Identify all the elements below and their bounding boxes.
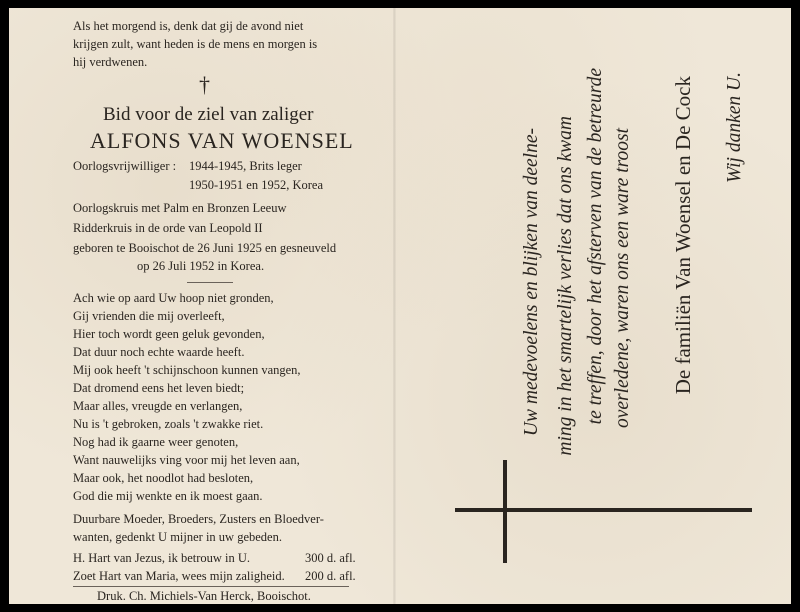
poem-line: Hier toch wordt geen geluk gevonden, (73, 327, 265, 341)
birth-line: geboren te Booischot de 26 Juni 1925 en gesneuveld (73, 241, 337, 255)
poem-line: Want nauwelijks ving voor mij het leven aan, (73, 453, 300, 467)
left-panel (9, 8, 393, 604)
memorial-card (9, 8, 791, 604)
poem-line: Mij ook heeft 't schijnschoon kunnen vangen, (73, 363, 301, 377)
thanks-line-3: te treffen, door het afsterven van de betreurde (585, 68, 606, 425)
printer-credit: Druk. Ch. Michiels-Van Herck, Booischot. (97, 589, 311, 603)
intro-line-1: Als het morgend is, denk dat gij de avond niet (73, 19, 304, 33)
deceased-name: ALFONS VAN WOENSEL (90, 128, 354, 153)
poem-line: Nog had ik gaarne weer genoten, (73, 435, 239, 449)
prayer-heading: Bid voor de ziel van zaliger (103, 104, 314, 125)
honor-2: Ridderkruis in de orde van Leopold II (73, 221, 263, 235)
family-plea-2: wanten, gedenkt U mijner in uw gebeden. (73, 530, 282, 544)
honor-1: Oorlogskruis met Palm en Bronzen Leeuw (73, 201, 287, 215)
intro-line-2: krijgen zult, want heden is de mens en morgen is (73, 37, 318, 51)
card-fold (393, 8, 396, 604)
family-signature: De familiën Van Woensel en De Cock (671, 76, 695, 395)
service-value-2: 1950-1951 en 1952, Korea (189, 178, 323, 192)
poem-line: Nu is 't gebroken, zoals 't zwakke riet. (73, 417, 264, 431)
cross-horizontal-bar (455, 508, 752, 512)
indulgence-text: Zoet Hart van Maria, wees mijn zaligheid. (73, 569, 285, 583)
poem-line: Dat duur noch echte waarde heeft. (73, 345, 245, 359)
divider (187, 282, 233, 283)
thanks-line-2: ming in het smartelijk verlies dat ons kwam (555, 116, 576, 456)
indulgence-days: 300 d. afl. (305, 551, 356, 565)
intro-line-3: hij verdwenen. (73, 55, 148, 69)
cross-vertical-bar (503, 460, 507, 563)
closing-thanks: Wij danken U. (724, 72, 745, 184)
indulgence-text: H. Hart van Jezus, ik betrouw in U. (73, 551, 251, 565)
poem-line: Maar alles, vreugde en verlangen, (73, 399, 243, 413)
poem-line: Gij vrienden die mij overleeft, (73, 309, 225, 323)
poem-line: Ach wie op aard Uw hoop niet gronden, (73, 291, 274, 305)
thanks-line-4: overledene, waren ons een ware troost (612, 128, 633, 429)
service-label: Oorlogsvrijwilliger : (73, 159, 177, 173)
poem-line: Maar ook, het noodlot had besloten, (73, 471, 254, 485)
poem-line: Dat dromend eens het leven biedt; (73, 381, 245, 395)
poem-line: God die mij wenkte en ik moest gaan. (73, 489, 263, 503)
death-line: op 26 Juli 1952 in Korea. (137, 259, 265, 273)
indulgence-days: 200 d. afl. (305, 569, 356, 583)
printer-divider (73, 586, 349, 587)
service-value-1: 1944-1945, Brits leger (189, 159, 302, 173)
family-plea-1: Duurbare Moeder, Broeders, Zusters en Bloedver- (73, 512, 324, 526)
thanks-line-1: Uw medevoelens en blijken van deelne- (521, 128, 542, 437)
cross-icon: † (199, 72, 210, 97)
